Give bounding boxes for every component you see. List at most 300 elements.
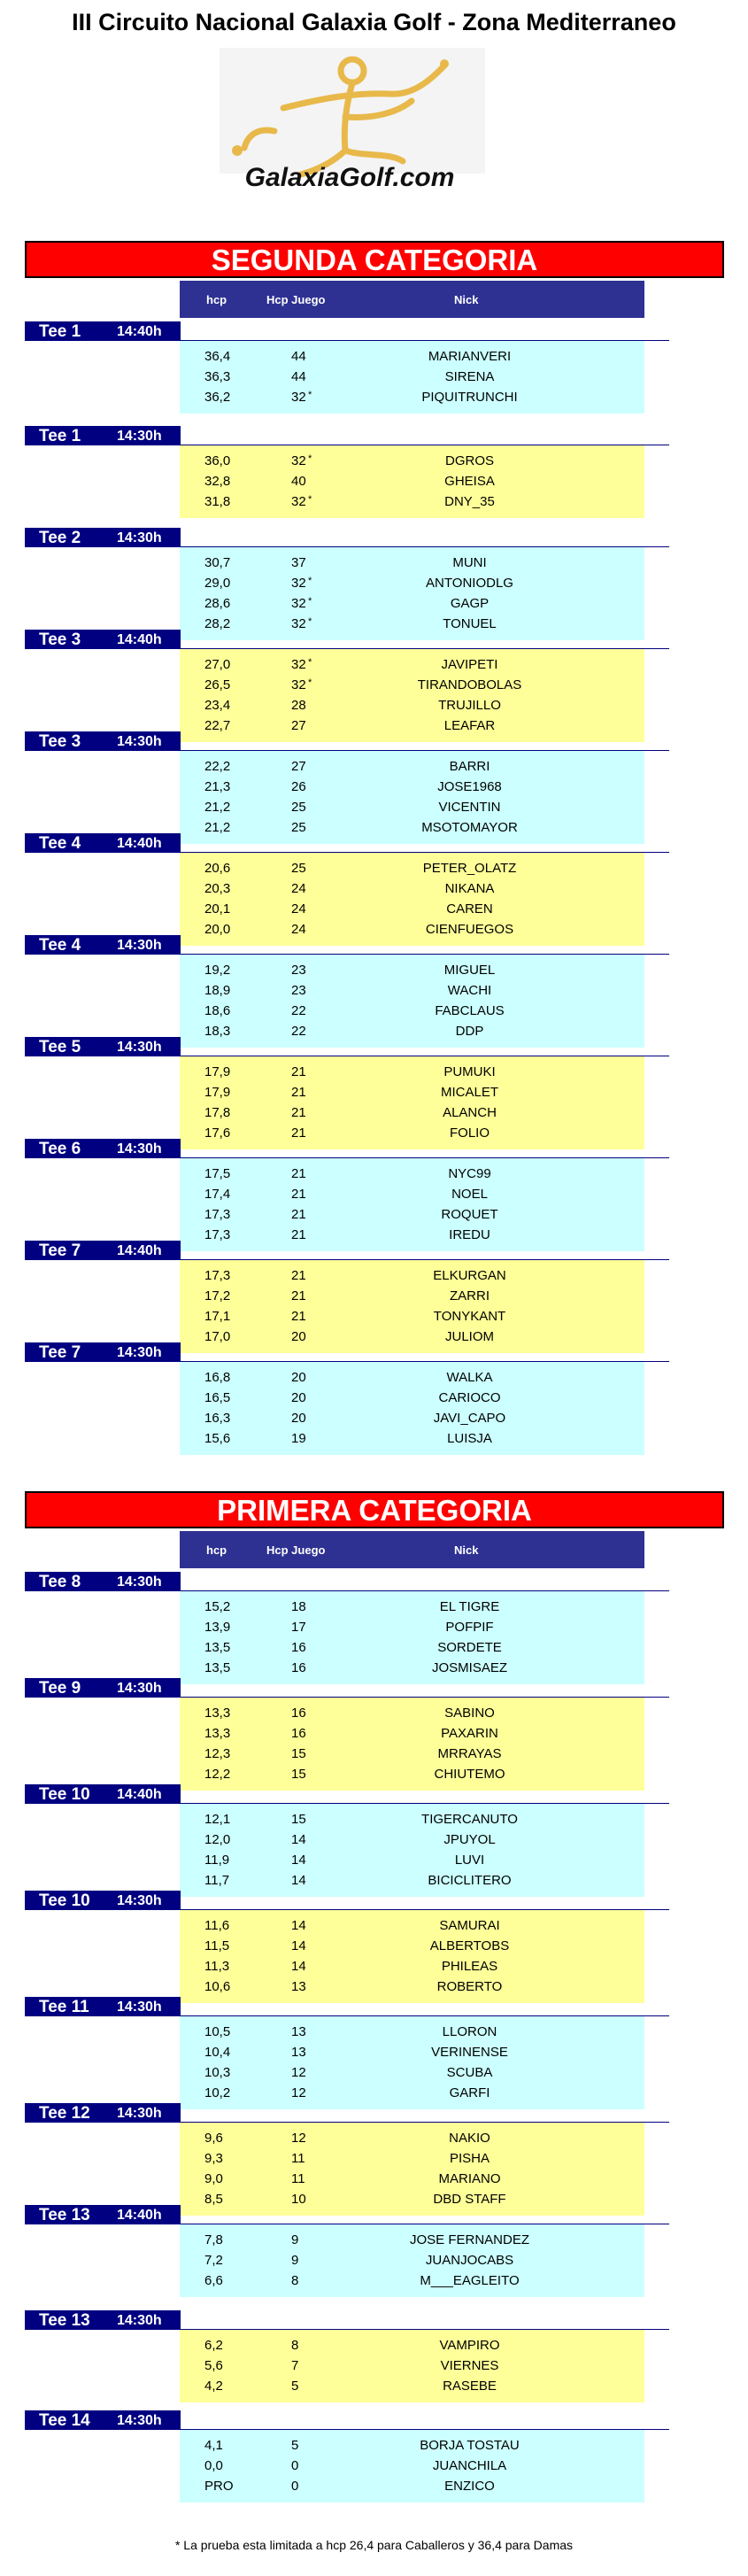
player-nick: LUISJA [447,1431,492,1446]
player-nick: MARIANVERI [428,349,512,364]
player-hcp: 13,5 [204,1660,231,1675]
player-hcp: 18,6 [204,1003,231,1018]
player-group [180,1591,644,1684]
player-hcp-juego: 24 [291,901,306,917]
player-hcp: 12,0 [204,1832,231,1847]
player-hcp-juego: 25 [291,861,306,876]
player-row [180,715,644,735]
player-hcp-juego: 0 [291,2479,299,2494]
player-row [180,592,644,613]
player-hcp-juego: 16 [291,1726,306,1741]
player-nick: M___EAGLEITO [420,2273,520,2288]
column-header [180,281,644,318]
tee-time: 14:30h [117,1574,162,1590]
player-hcp-juego: 13 [291,2024,306,2039]
player-hcp: 6,2 [204,2338,223,2353]
player-hcp-juego: 14 [291,1959,306,1974]
player-row [180,1636,644,1657]
player-hcp-juego: 21 [291,1105,306,1120]
player-hcp-juego: 32 [291,616,306,631]
player-nick: PETER_OLATZ [422,861,517,876]
player-row [180,2147,644,2168]
player-nick: TONYKANT [433,1309,506,1324]
player-nick: TONUEL [443,616,497,631]
player-hcp-juego: 27 [291,718,306,733]
player-hcp: 22,7 [204,718,231,733]
player-nick: WACHI [447,983,492,998]
player-hcp-juego: 24 [291,881,306,896]
player-row [180,2127,644,2147]
player-hcp: 17,9 [204,1085,231,1100]
player-row [180,776,644,796]
player-hcp: 21,2 [204,820,231,835]
player-hcp-juego: 0 [291,2458,299,2473]
player-row [180,674,644,694]
player-hcp: 36,2 [204,390,231,405]
page-title: III Circuito Nacional Galaxia Golf - Zona Mediterraneo [72,9,676,35]
player-row [180,450,644,470]
tee-time: 14:40h [117,1243,162,1258]
footnote: * La prueba esta limitada a hcp 26,4 para Caballeros y 36,4 para Damas [174,2538,574,2552]
player-row [180,1265,644,1285]
tee-time: 14:40h [117,632,162,647]
limit-asterisk: * [308,494,312,505]
tee-number: Tee 7 [39,1242,81,1260]
player-hcp: 11,3 [204,1959,230,1974]
svg-text:GalaxiaGolf.com: GalaxiaGolf.com [244,163,455,192]
player-nick: PUMUKI [443,1064,496,1079]
tee-number: Tee 10 [39,1785,90,1804]
player-row [180,1596,644,1616]
player-hcp-juego: 16 [291,1660,306,1675]
tee-header [25,1572,181,1591]
tee-number: Tee 6 [39,1140,81,1158]
player-row [180,1102,644,1122]
player-row [180,1387,644,1407]
player-hcp: 13,5 [204,1640,231,1655]
player-row [180,1305,644,1326]
tee-number: Tee 7 [39,1343,81,1362]
player-hcp: 15,6 [204,1431,231,1446]
tee-header [25,426,181,445]
player-hcp: 21,3 [204,779,231,794]
tee-time: 14:30h [117,429,162,444]
player-hcp: 29,0 [204,576,231,591]
player-nick: BORJA TOSTAU [420,2438,520,2453]
player-hcp: 10,4 [204,2045,231,2060]
player-hcp: 11,9 [204,1853,230,1868]
tee-header [25,2103,181,2123]
tee-header [25,1784,181,1804]
player-hcp-juego: 21 [291,1309,306,1324]
player-hcp: 16,3 [204,1411,231,1426]
player-hcp-juego: 32 [291,494,306,509]
tee-time: 14:40h [117,324,162,339]
tee-time: 14:40h [117,2208,162,2223]
tee-header [25,2310,181,2330]
player-hcp: 28,6 [204,596,231,611]
tee-header [25,2205,181,2224]
player-nick: PISHA [449,2151,490,2166]
player-hcp-juego: 25 [291,800,306,815]
player-row [180,366,644,386]
tee-time: 14:40h [117,836,162,851]
player-hcp-juego: 8 [291,2338,299,2353]
player-nick: DGROS [444,453,494,468]
tee-time: 14:40h [117,1787,162,1802]
tee-header [25,731,181,751]
player-row [180,898,644,918]
player-hcp: 20,6 [204,861,231,876]
player-hcp: 4,1 [204,2438,223,2453]
player-row [180,1203,644,1224]
player-nick: LLORON [442,2024,497,2039]
player-hcp-juego: 17 [291,1620,306,1635]
player-hcp: 11,6 [204,1918,230,1933]
player-nick: SIRENA [444,369,495,384]
player-hcp-juego: 24 [291,922,306,937]
player-hcp-juego: 14 [291,1832,306,1847]
player-row [180,1722,644,1743]
player-hcp: 36,0 [204,453,231,468]
player-nick: BARRI [449,759,490,774]
player-hcp-juego: 25 [291,820,306,835]
player-nick: RASEBE [443,2379,497,2394]
player-hcp-juego: 13 [291,2045,306,2060]
player-hcp-juego: 12 [291,2131,306,2146]
player-hcp-juego: 16 [291,1706,306,1721]
player-hcp: 7,8 [204,2232,223,2247]
player-row [180,2041,644,2062]
player-group [180,1698,644,1791]
player-hcp: 12,3 [204,1746,231,1761]
player-hcp: 17,8 [204,1105,231,1120]
player-row [180,816,644,837]
player-row [180,1935,644,1955]
category-banner: PRIMERA CATEGORIA [25,1491,724,1528]
player-hcp-juego: 44 [291,349,306,364]
player-hcp: 27,0 [204,657,231,672]
category-banner: SEGUNDA CATEGORIA [25,241,724,278]
player-nick: EL TIGRE [439,1599,500,1614]
limit-asterisk: * [308,677,312,688]
player-group [180,1362,644,1455]
limit-asterisk: * [308,390,312,400]
player-row [180,1808,644,1829]
player-hcp: 17,5 [204,1166,231,1181]
tee-number: Tee 4 [39,936,81,955]
player-group [180,445,644,518]
player-hcp-juego: 12 [291,2085,306,2100]
player-hcp: 31,8 [204,494,231,509]
player-nick: MICALET [440,1085,498,1100]
player-hcp-juego: 32 [291,453,306,468]
player-nick: VERINENSE [431,2045,508,2060]
player-nick: LEAFAR [443,718,496,733]
tee-number: Tee 2 [39,529,81,547]
player-row [180,2249,644,2270]
player-group [180,955,644,1048]
tee-number: Tee 1 [39,322,81,341]
player-hcp: 8,5 [204,2192,223,2207]
player-nick: GARFI [449,2085,490,2100]
column-hcp: hcp [206,1543,227,1557]
player-row [180,1427,644,1448]
player-hcp-juego: 21 [291,1268,306,1283]
tee-number: Tee 11 [39,1998,89,2016]
player-hcp: 32,8 [204,474,231,489]
player-hcp-juego: 15 [291,1746,306,1761]
player-hcp-juego: 12 [291,2065,306,2080]
player-row [180,755,644,776]
player-row [180,2434,644,2455]
player-hcp: 16,5 [204,1390,231,1405]
player-nick: ZARRI [450,1288,490,1303]
tee-header [25,528,181,547]
player-hcp: 20,3 [204,881,231,896]
player-hcp: 0,0 [204,2458,223,2473]
player-hcp-juego: 21 [291,1288,306,1303]
player-nick: VIERNES [440,2358,499,2373]
player-row [180,959,644,979]
player-hcp: 17,1 [204,1309,231,1324]
player-hcp: 17,9 [204,1064,231,1079]
player-nick: SABINO [444,1706,495,1721]
player-row [180,2355,644,2375]
player-hcp-juego: 11 [291,2151,305,2166]
player-nick: CARIOCO [438,1390,501,1405]
player-hcp: 36,3 [204,369,231,384]
limit-asterisk: * [308,616,312,627]
player-nick: IREDU [449,1227,490,1242]
player-row [180,979,644,1000]
player-nick: MSOTOMAYOR [421,820,518,835]
tee-time: 14:30h [117,1893,162,1908]
player-row [180,857,644,878]
player-hcp: 12,2 [204,1767,231,1782]
player-row [180,2334,644,2355]
player-row [180,1763,644,1783]
tee-time: 14:30h [117,1040,162,1055]
player-row [180,613,644,633]
player-row [180,1915,644,1935]
tee-time: 14:30h [117,734,162,749]
player-nick: LUVI [454,1853,485,1868]
player-row [180,1000,644,1020]
player-nick: TRUJILLO [438,698,501,713]
tee-header [25,935,181,955]
limit-asterisk: * [308,576,312,586]
player-row [180,1081,644,1102]
player-nick: ALANCH [443,1105,497,1120]
player-hcp: 4,2 [204,2379,223,2394]
player-hcp-juego: 18 [291,1599,306,1614]
player-hcp-juego: 21 [291,1126,306,1141]
player-hcp-juego: 14 [291,1873,306,1888]
player-hcp: 16,8 [204,1370,231,1385]
player-row [180,1869,644,1890]
player-row [180,1285,644,1305]
player-hcp-juego: 19 [291,1431,306,1446]
player-group [180,341,644,414]
player-nick: ELKURGAN [433,1268,506,1283]
player-group [180,2016,644,2109]
player-nick: JPUYOL [443,1832,496,1847]
player-nick: FOLIO [449,1126,490,1141]
player-hcp: 10,5 [204,2024,231,2039]
tee-number: Tee 1 [39,427,81,445]
player-row [180,1122,644,1142]
tee-time: 14:30h [117,2313,162,2328]
player-hcp-juego: 21 [291,1187,306,1202]
player-nick: MARIANO [438,2171,501,2186]
player-hcp: 28,2 [204,616,231,631]
tee-header [25,833,181,853]
column-hcp-juego: Hcp Juego [266,1543,326,1557]
tee-header [25,1241,181,1260]
column-nick: Nick [454,1543,479,1557]
player-row [180,2168,644,2188]
player-hcp-juego: 20 [291,1370,306,1385]
player-row [180,2375,644,2395]
player-row [180,1407,644,1427]
player-nick: ALBERTOBS [429,1938,510,1953]
player-nick: CHIUTEMO [434,1767,505,1782]
player-hcp: PRO [204,2479,234,2494]
player-hcp-juego: 7 [291,2358,299,2373]
player-row [180,1743,644,1763]
player-hcp-juego: 32 [291,657,306,672]
player-group [180,1056,644,1149]
player-nick: GHEISA [444,474,495,489]
player-hcp: 9,6 [204,2131,223,2146]
player-hcp-juego: 20 [291,1390,306,1405]
player-row [180,1616,644,1636]
player-hcp-juego: 15 [291,1767,306,1782]
player-hcp-juego: 5 [291,2438,299,2453]
player-row [180,654,644,674]
player-hcp-juego: 21 [291,1064,306,1079]
player-row [180,1061,644,1081]
player-hcp: 17,3 [204,1268,231,1283]
player-hcp-juego: 26 [291,779,306,794]
player-hcp: 22,2 [204,759,231,774]
player-nick: DNY_35 [444,494,495,509]
player-group [180,1158,644,1251]
player-hcp-juego: 5 [291,2379,299,2394]
player-hcp: 7,2 [204,2253,223,2268]
player-group [180,2330,644,2402]
tee-time: 14:30h [117,1345,162,1360]
player-hcp: 26,5 [204,677,231,692]
player-group [180,649,644,742]
tee-header [25,1037,181,1056]
player-row [180,1183,644,1203]
player-hcp-juego: 16 [291,1640,306,1655]
player-hcp: 36,4 [204,349,231,364]
player-row [180,796,644,816]
player-hcp-juego: 21 [291,1166,306,1181]
player-hcp-juego: 9 [291,2253,299,2268]
player-hcp: 10,3 [204,2065,231,2080]
player-hcp-juego: 11 [291,2171,305,2186]
player-hcp: 20,1 [204,901,231,917]
player-nick: JOSE1968 [437,779,502,794]
player-row [180,386,644,406]
player-hcp: 18,9 [204,983,231,998]
player-hcp: 19,2 [204,963,231,978]
player-hcp-juego: 32 [291,596,306,611]
player-nick: TIGERCANUTO [421,1812,518,1827]
player-nick: JAVIPETI [441,657,498,672]
player-nick: MUNI [452,555,487,570]
tee-header [25,1139,181,1158]
column-header [180,1531,644,1568]
player-row [180,918,644,939]
player-nick: CIENFUEGOS [425,922,514,937]
player-nick: NYC99 [448,1166,491,1181]
player-nick: VAMPIRO [439,2338,500,2353]
player-nick: JUANCHILA [432,2458,507,2473]
player-nick: POFPIF [445,1620,494,1635]
player-hcp: 17,3 [204,1207,231,1222]
tee-time: 14:30h [117,530,162,545]
player-hcp-juego: 20 [291,1329,306,1344]
tee-time: 14:30h [117,938,162,953]
player-hcp-juego: 28 [291,698,306,713]
player-nick: MIGUEL [443,963,496,978]
player-hcp-juego: 44 [291,369,306,384]
tee-number: Tee 3 [39,732,81,751]
tee-number: Tee 10 [39,1891,90,1910]
player-hcp: 11,7 [204,1873,230,1888]
tee-number: Tee 9 [39,1679,81,1698]
player-hcp: 6,6 [204,2273,223,2288]
limit-asterisk: * [308,453,312,464]
player-hcp: 11,5 [204,1938,230,1953]
tee-header [25,1891,181,1910]
player-row [180,2062,644,2082]
player-nick: ROQUET [441,1207,498,1222]
player-nick: ANTONIODLG [426,576,513,591]
tee-time: 14:30h [117,2000,162,2015]
player-nick: PAXARIN [441,1726,498,1741]
player-hcp-juego: 23 [291,963,306,978]
player-nick: SAMURAI [439,1918,500,1933]
player-hcp-juego: 20 [291,1411,306,1426]
player-group [180,751,644,844]
player-hcp: 12,1 [204,1812,231,1827]
player-group [180,547,644,640]
player-nick: NOEL [451,1187,488,1202]
player-hcp: 13,9 [204,1620,231,1635]
player-hcp-juego: 8 [291,2273,299,2288]
player-hcp: 30,7 [204,555,231,570]
tee-time: 14:30h [117,2106,162,2121]
tee-number: Tee 13 [39,2206,90,2224]
player-hcp-juego: 32 [291,576,306,591]
player-row [180,470,644,491]
player-hcp: 13,3 [204,1706,231,1721]
player-row [180,572,644,592]
player-hcp-juego: 21 [291,1085,306,1100]
player-group [180,2123,644,2216]
player-hcp: 10,2 [204,2085,231,2100]
player-row [180,2188,644,2209]
player-hcp-juego: 14 [291,1938,306,1953]
tee-number: Tee 8 [39,1573,81,1591]
limit-asterisk: * [308,657,312,668]
